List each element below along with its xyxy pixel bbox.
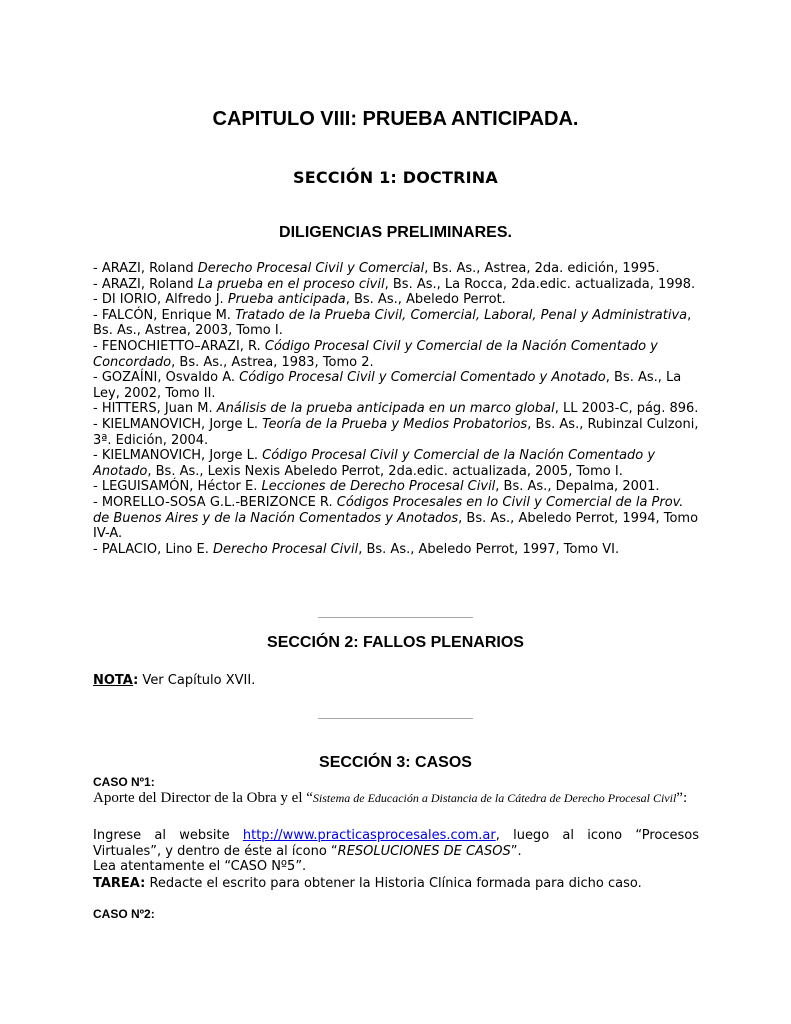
- bibliography-entry: [93, 417, 701, 448]
- entry-title: Código Procesal Civil y Comercial de la Nación Comentado y Anotado: [93, 448, 656, 479]
- entry-author: - LEGUISAMÓN, Héctor E.: [93, 479, 262, 495]
- entry-title: Código Procesal Civil y Comercial de la Nación Comentado y Concordado: [93, 338, 658, 370]
- entry-publication: , Bs. As., Rubinzal Culzoni, 3ª. Edición, 2004.: [93, 416, 699, 448]
- section1-title: SECCIÓN 1: DOCTRINA: [293, 168, 498, 187]
- bibliography-entry: [93, 401, 701, 417]
- entry-title: Lecciones de Derecho Procesal Civil: [261, 479, 496, 495]
- entry-publication: , Bs. As., Astrea, 2003, Tomo I.: [93, 307, 692, 339]
- entry-title: Tratado de la Prueba Civil, Comercial, Laboral, Penal y Administrativa: [235, 307, 688, 323]
- ingrese-pre: Ingrese al website: [93, 828, 243, 843]
- section1-subheading: DILIGENCIAS PRELIMINARES.: [279, 224, 512, 241]
- caso1-aporte: [93, 790, 701, 807]
- bibliography-entry: [93, 448, 701, 479]
- bibliography-entry: [93, 542, 701, 558]
- caso2-label: CASO Nº2:: [93, 907, 155, 921]
- entry-publication: , Bs. As., La Ley, 2002, Tomo II.: [93, 370, 682, 401]
- caso1-label: CASO Nº1:: [93, 775, 155, 789]
- entry-title: Derecho Procesal Civil: [213, 541, 359, 557]
- tarea-line: [93, 876, 642, 891]
- section-divider: [318, 617, 473, 618]
- resoluciones-label: RESOLUCIONES DE CASOS: [337, 843, 511, 859]
- tarea-text: Redacte el escrito para obtener la Historia Clínica formada para dicho caso.: [145, 876, 642, 891]
- bibliography-entry: [93, 495, 701, 542]
- ingrese-line: [93, 828, 699, 844]
- entry-publication: , Bs. As., Abeledo Perrot, 1994, Tomo IV-A.: [93, 510, 699, 542]
- bibliography-entry: [93, 261, 701, 277]
- entry-publication: , Bs. As., La Rocca, 2da.edic. actualizada, 1998.: [384, 276, 696, 292]
- nota-text: Ver Capítulo XVII.: [138, 673, 256, 688]
- bibliography-entry: [93, 479, 701, 495]
- entry-title: Código Procesal Civil y Comercial Comentado y Anotado: [239, 370, 606, 386]
- entry-title: Códigos Procesales en lo Civil y Comercial de la Prov. de Buenos Aires y de la Nación Comentados y Anotados: [93, 494, 684, 526]
- chapter-title: CAPITULO VIII: PRUEBA ANTICIPADA.: [212, 108, 579, 130]
- caso1-instructions: [93, 828, 699, 875]
- entry-author: - ARAZI, Roland: [93, 276, 198, 292]
- entry-publication: , Bs. As., Abeledo Perrot, 1997, Tomo VI.: [358, 541, 620, 557]
- icon-line: [93, 844, 699, 860]
- entry-author: - FALCÓN, Enrique M.: [93, 307, 236, 323]
- bibliography-entry: [93, 308, 701, 339]
- entry-author: - DI IORIO, Alfredo J.: [93, 292, 228, 308]
- entry-author: - FENOCHIETTO–ARAZI, R.: [93, 338, 265, 354]
- entry-publication: , Bs. As., Abeledo Perrot.: [345, 292, 506, 308]
- bibliography-entry: [93, 370, 701, 401]
- bibliography-list: [93, 261, 701, 557]
- entry-author: - MORELLO-SOSA G.L.-BERIZONCE R.: [93, 494, 337, 510]
- section3-title: SECCIÓN 3: CASOS: [319, 754, 472, 771]
- entry-publication: , LL 2003-C, pág. 896.: [554, 401, 699, 417]
- entry-author: - KIELMANOVICH, Jorge L.: [93, 448, 263, 464]
- entry-author: - GOZAÍNI, Osvaldo A.: [93, 370, 240, 386]
- entry-publication: , Bs. As., Astrea, 1983, Tomo 2.: [171, 354, 374, 370]
- bibliography-entry: [93, 292, 701, 308]
- section2-title: SECCIÓN 2: FALLOS PLENARIOS: [267, 634, 524, 651]
- icon-line-pre: Virtuales”, y dentro de éste al ícono “: [93, 843, 338, 859]
- entry-author: - KIELMANOVICH, Jorge L.: [93, 416, 263, 432]
- nota-line: [93, 673, 255, 688]
- lea-line: Lea atentamente el “CASO Nº5”.: [93, 859, 307, 875]
- nota-colon: :: [133, 673, 139, 688]
- tarea-label: TAREA:: [93, 876, 146, 891]
- entry-author: - ARAZI, Roland: [93, 261, 198, 276]
- aporte-pre: Aporte del Director de la Obra y el “: [93, 790, 313, 806]
- ingrese-post: , luego al icono “Procesos: [495, 828, 699, 843]
- entry-title: Análisis de la prueba anticipada en un marco global: [216, 401, 555, 417]
- nota-label: NOTA: [93, 673, 134, 688]
- entry-title: La prueba en el proceso civil: [197, 276, 385, 292]
- website-link[interactable]: http://www.practicasprocesales.com.ar: [242, 828, 496, 843]
- entry-publication: , Bs. As., Depalma, 2001.: [495, 479, 660, 495]
- entry-title: Prueba anticipada: [227, 292, 346, 308]
- entry-publication: , Bs. As., Astrea, 2da. edición, 1995.: [424, 261, 660, 276]
- aporte-post: ”:: [676, 790, 688, 806]
- bibliography-entry: [93, 339, 701, 370]
- icon-line-post: ”.: [510, 843, 522, 859]
- aporte-system-name: Sistema de Educación a Distancia de la Cátedra de Derecho Procesal Civil: [312, 791, 677, 805]
- entry-author: - HITTERS, Juan M.: [93, 401, 217, 417]
- entry-title: Derecho Procesal Civil y Comercial: [197, 261, 425, 276]
- bibliography-entry: [93, 277, 701, 293]
- entry-author: - PALACIO, Lino E.: [93, 541, 213, 557]
- section-divider: [318, 718, 473, 719]
- entry-title: Teoría de la Prueba y Medios Probatorios: [262, 416, 528, 432]
- entry-publication: , Bs. As., Lexis Nexis Abeledo Perrot, 2da.edic. actualizada, 2005, Tomo I.: [147, 463, 623, 479]
